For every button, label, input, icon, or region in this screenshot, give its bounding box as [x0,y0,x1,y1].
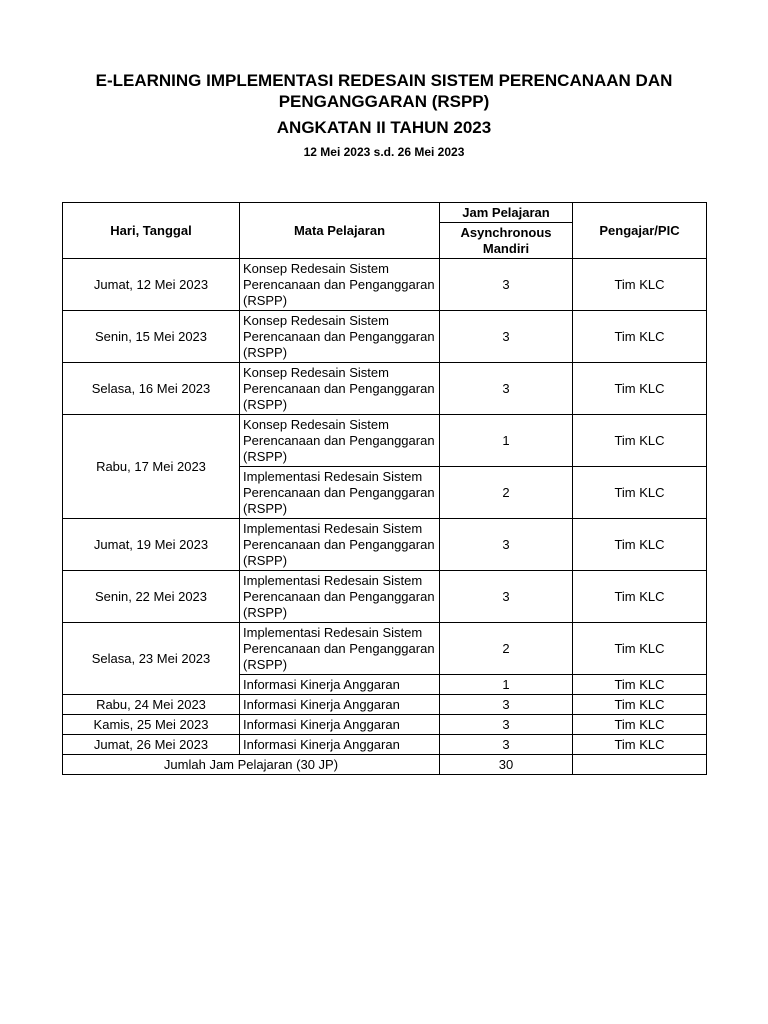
pic-cell: Tim KLC [573,675,707,695]
subject-cell: Implementasi Redesain Sistem Perencanaan dan Penganggaran (RSPP) [240,623,440,675]
pic-cell: Tim KLC [573,415,707,467]
header-hours-sub: Asynchronous Mandiri [440,223,573,259]
hours-cell: 2 [440,623,573,675]
pic-cell: Tim KLC [573,519,707,571]
pic-cell: Tim KLC [573,571,707,623]
total-pic [573,755,707,775]
table-row [63,519,707,571]
hours-cell: 2 [440,467,573,519]
subject-cell: Konsep Redesain Sistem Perencanaan dan Penganggaran (RSPP) [240,363,440,415]
day-cell: Rabu, 17 Mei 2023 [63,415,240,519]
total-label: Jumlah Jam Pelajaran (30 JP) [63,755,440,775]
header-hours-group: Jam Pelajaran [440,203,573,223]
table-row [63,715,707,735]
document-subtitle: ANGKATAN II TAHUN 2023 [276,118,492,137]
total-hours: 30 [440,755,573,775]
subject-cell: Konsep Redesain Sistem Perencanaan dan Penganggaran (RSPP) [240,259,440,311]
table-header [63,203,707,259]
subject-cell: Implementasi Redesain Sistem Perencanaan dan Penganggaran (RSPP) [240,519,440,571]
hours-cell: 1 [440,675,573,695]
pic-cell: Tim KLC [573,311,707,363]
table-row [63,259,707,311]
table-row [63,363,707,415]
subject-cell: Informasi Kinerja Anggaran [240,715,440,735]
total-row [63,755,707,775]
day-cell: Selasa, 16 Mei 2023 [63,363,240,415]
table-row [63,415,707,467]
header-day: Hari, Tanggal [63,203,240,259]
document-title: E-LEARNING IMPLEMENTASI REDESAIN SISTEM PERENCANAAN DAN PENGANGGARAN (RSPP) [95,71,673,111]
pic-cell: Tim KLC [573,695,707,715]
hours-cell: 1 [440,415,573,467]
pic-cell: Tim KLC [573,715,707,735]
pic-cell: Tim KLC [573,259,707,311]
date-range: 12 Mei 2023 s.d. 26 Mei 2023 [303,145,465,159]
hours-cell: 3 [440,571,573,623]
hours-cell: 3 [440,715,573,735]
day-cell: Rabu, 24 Mei 2023 [63,695,240,715]
header-pic: Pengajar/PIC [573,203,707,259]
pic-cell: Tim KLC [573,467,707,519]
subject-cell: Konsep Redesain Sistem Perencanaan dan Penganggaran (RSPP) [240,415,440,467]
hours-cell: 3 [440,311,573,363]
header-subject: Mata Pelajaran [240,203,440,259]
subject-cell: Informasi Kinerja Anggaran [240,675,440,695]
table-footer [63,755,707,775]
table-body [63,259,707,755]
hours-cell: 3 [440,695,573,715]
table-row [63,623,707,675]
day-cell: Selasa, 23 Mei 2023 [63,623,240,695]
table-row [63,571,707,623]
subject-cell: Konsep Redesain Sistem Perencanaan dan Penganggaran (RSPP) [240,311,440,363]
day-cell: Jumat, 19 Mei 2023 [63,519,240,571]
day-cell: Senin, 22 Mei 2023 [63,571,240,623]
table-row [63,695,707,715]
table-row [63,735,707,755]
document-header [0,70,768,160]
hours-cell: 3 [440,259,573,311]
pic-cell: Tim KLC [573,363,707,415]
day-cell: Jumat, 26 Mei 2023 [63,735,240,755]
hours-cell: 3 [440,735,573,755]
subject-cell: Informasi Kinerja Anggaran [240,695,440,715]
day-cell: Senin, 15 Mei 2023 [63,311,240,363]
pic-cell: Tim KLC [573,735,707,755]
day-cell: Kamis, 25 Mei 2023 [63,715,240,735]
hours-cell: 3 [440,363,573,415]
subject-cell: Implementasi Redesain Sistem Perencanaan dan Penganggaran (RSPP) [240,467,440,519]
schedule-table [62,202,707,775]
hours-cell: 3 [440,519,573,571]
subject-cell: Implementasi Redesain Sistem Perencanaan dan Penganggaran (RSPP) [240,571,440,623]
day-cell: Jumat, 12 Mei 2023 [63,259,240,311]
table-row [63,311,707,363]
pic-cell: Tim KLC [573,623,707,675]
subject-cell: Informasi Kinerja Anggaran [240,735,440,755]
